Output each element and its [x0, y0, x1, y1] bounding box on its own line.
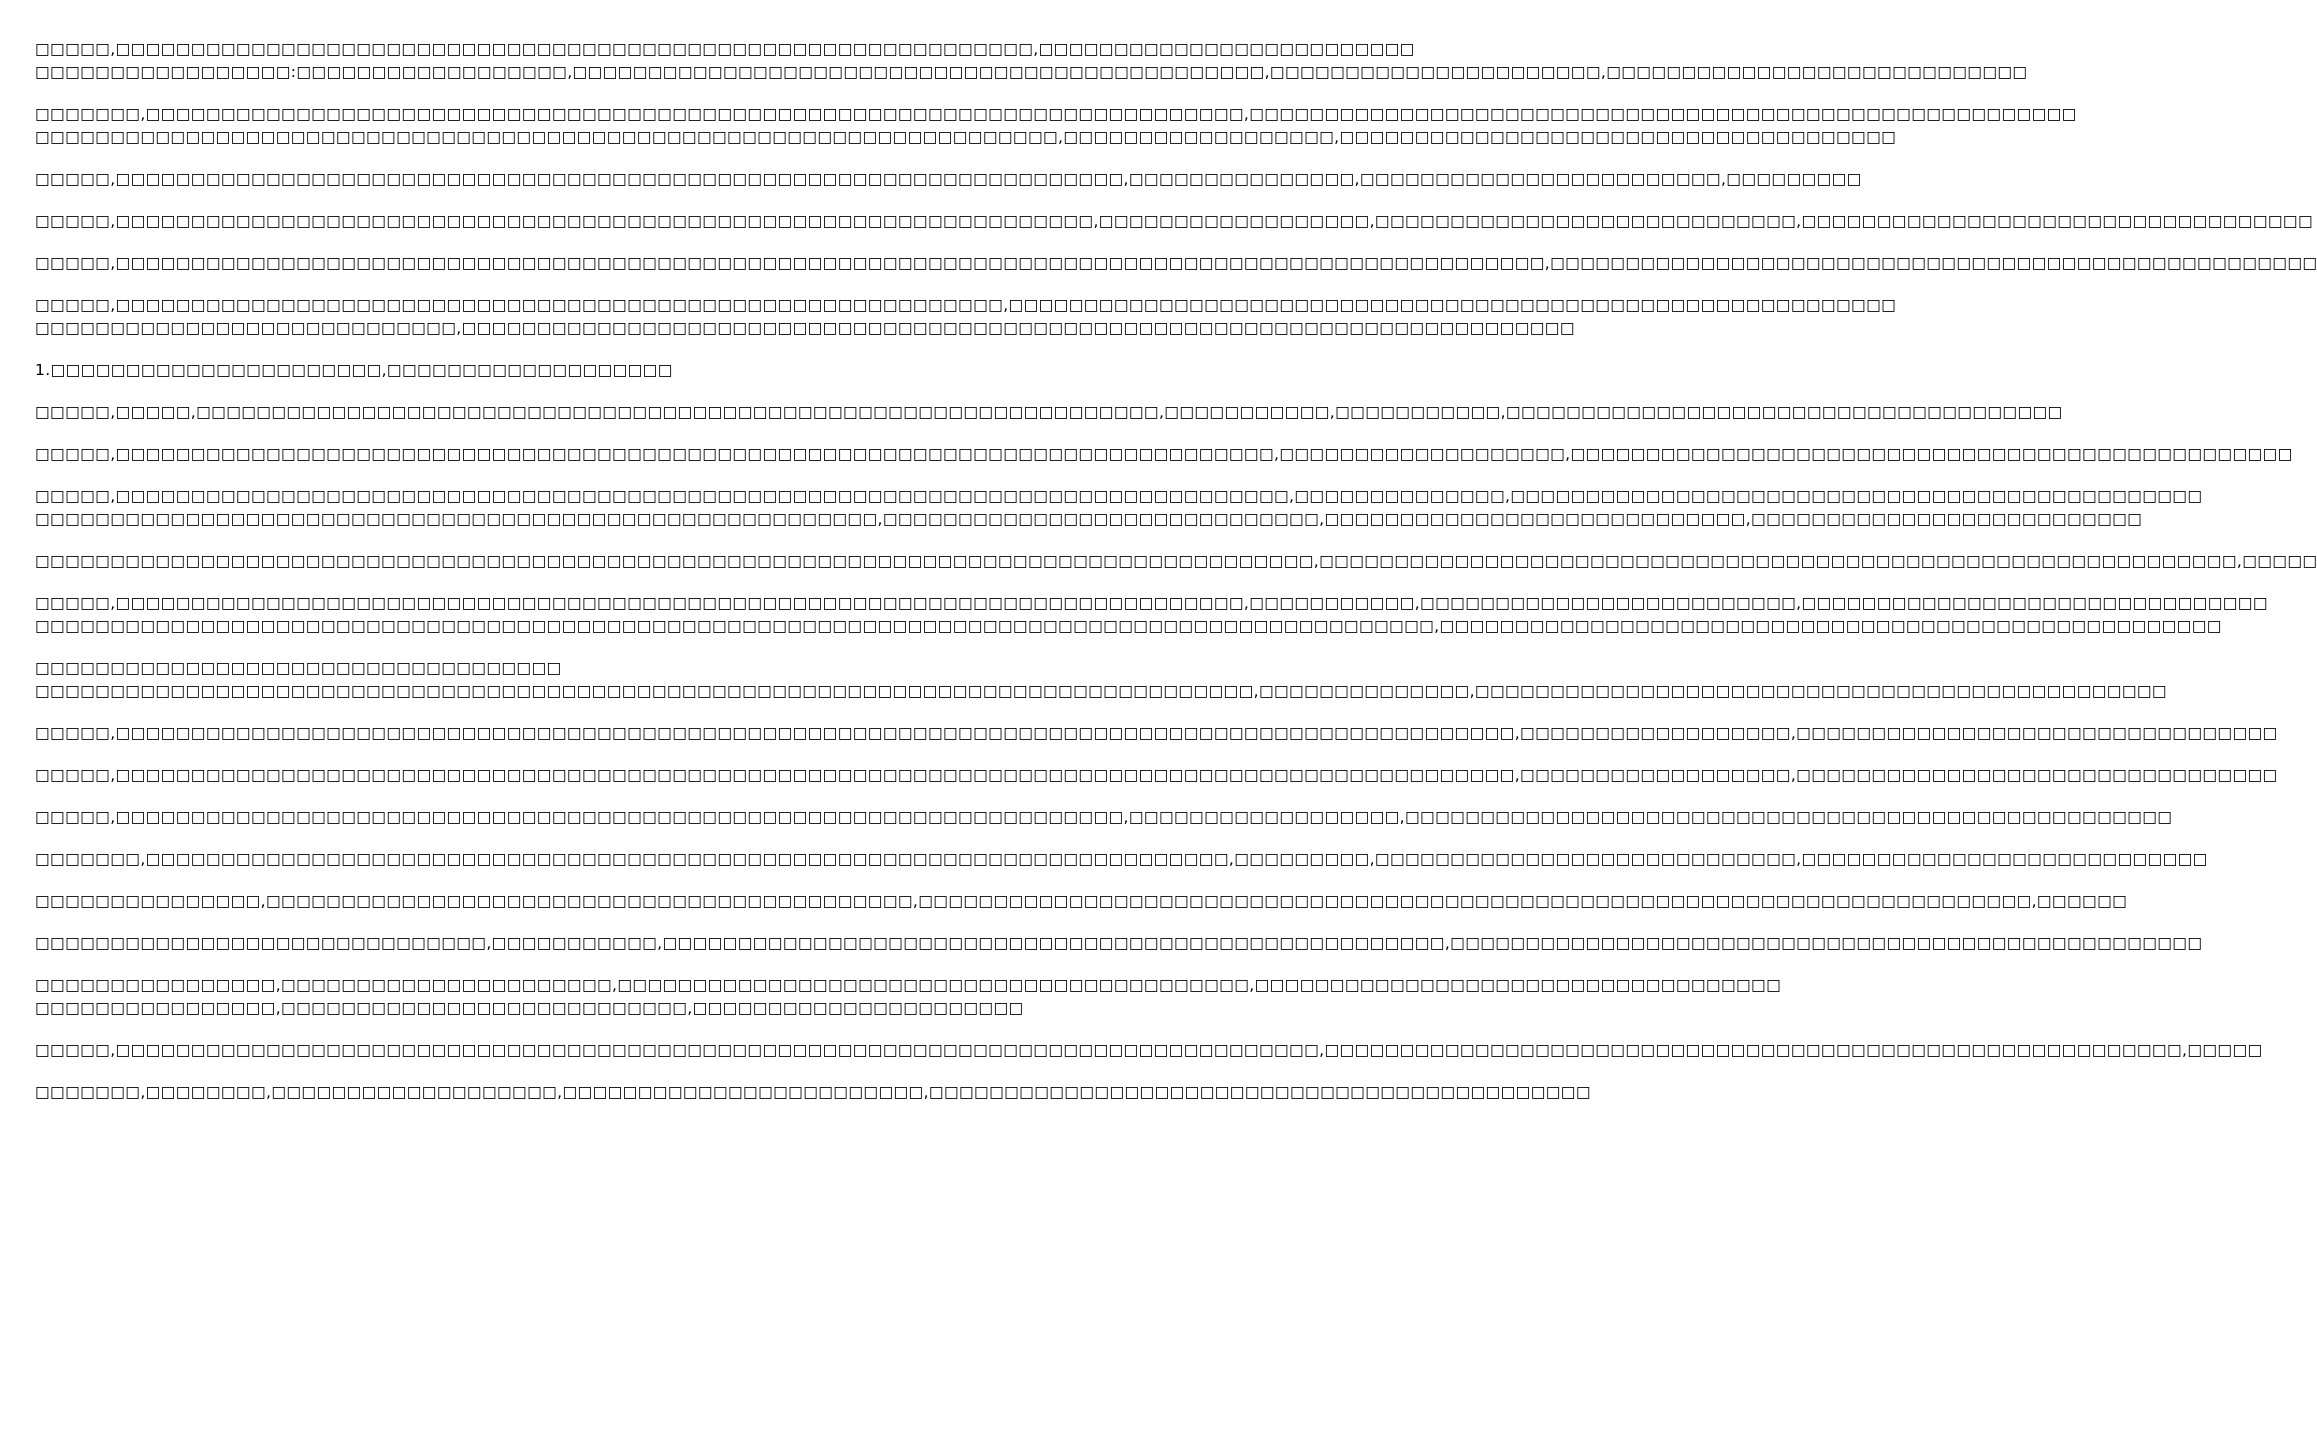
paragraph-line: □□□□□,□□□□□□□□□□□□□□□□□□□□□□□□□□□□□□□□□□□□□□□□□□□□□□□□□□□□□□□□□□□□□□□□□,□□□□□□□□□□□□□□□□□□,□□□□□□□□□□□□□□□□□□□□□□□□□□□□,□□□□□□□□□□□□□□□□□□□□□□□□□□□□□□□□□□: [35, 212, 2314, 230]
paragraph-line: □□□□□,□□□□□□□□□□□□□□□□□□□□□□□□□□□□□□□□□□□□□□□□□□□□□□□□□□□□□□□□□□□□□,□□□□□□□□□□□□□□□□□□□□□□□□□: [35, 40, 1415, 58]
paragraph: [35, 932, 2203, 955]
paragraph-line: □□□□□□□□□□□□□□□□□□□□□□□□□□□□□□□□□□□□□□□□□□□□□□□□□□□□□□□□,□□□□□□□□□□□□□□□□□□□□□□□□□□□□□,□□□□□□□□□□□□□□□□□□□□□□□□□□□□,□□□□□□□□□□□□□□□□□□□□□□□□□□: [35, 510, 2143, 528]
paragraph-line: □□□□□□□□□□□□□□□□□□□□□□□□□□□□□□□□□□□□□□□□□□□□□□□□□□□□□□□□□□□□□□□□□□□□□□□□□□□□□□□□□□□□□,□□□□□□□□□□□□□□□□□□□□□□□□□□□□□□□□□□□□□□□□□□□□□□□□□□□□□□□□□□□□□,□□□□□: [35, 552, 2317, 570]
section-heading: [35, 359, 989, 382]
paragraph-line: □□□□□,□□□□□□□□□□□□□□□□□□□□□□□□□□□□□□□□□□□□□□□□□□□□□□□□□□□□□□□□□□□□□□□□□□□□□□□□□□□□□□,□□□□□□□□□□□□□□,□□□□□□□□□□□□□□□□□□□□□□□□□□□□□□□□□□□□□□□□□□□□□□: [35, 487, 2203, 505]
paragraph-line: □□□□□,□□□□□□□□□□□□□□□□□□□□□□□□□□□□□□□□□□□□□□□□□□□□□□□□□□□□□□□□□□□□□□□□□□□□□□□□□□□□□□□□□□□□□□□□□□□□□□□,□□□□□□□□□□□□□□□□□□□□□□□□□□□□□□□□□□□□□□□□□□□□□□□□□□□: [35, 254, 2317, 272]
paragraph: [35, 806, 2173, 829]
paragraph-line: □□□□□,□□□□□□□□□□□□□□□□□□□□□□□□□□□□□□□□□□□□□□□□□□□□□□□□□□□□□□□□□□□□□□□□□□□□□□□□□□□□□,□□□□□□□□□□□□□□□□□□□,□□□□□□□□□□□□□□□□□□□□□□□□□□□□□□□□□□□□□□□□□□□□□□□□: [35, 445, 2293, 463]
paragraph: [35, 1081, 1591, 1104]
paragraph-line: □□□□□□□□□□□□□□□□□□□□□□□□□□□□□□□□□□□□□□□□□□□□□□□□□□□□□□□□□□□□□□□□□□□□,□□□□□□□□□□□□□□□□□□,□□□□□□□□□□□□□□□□□□□□□□□□□□□□□□□□□□□□□: [35, 128, 1897, 146]
document-body: [35, 38, 2317, 1123]
paragraph: [35, 592, 2268, 638]
paragraph: [35, 168, 1862, 191]
paragraph: [35, 443, 2293, 466]
paragraph-line: □□□□□□□□□□□□□□□,□□□□□□□□□□□□□□□□□□□□□□□□□□□□□□□□□□□□□□□□□□□,□□□□□□□□□□□□□□□□□□□□□□□□□□□□□□□□□□□□□□□□□□□□□□□□□□□□□□□□□□□□□□□□□□□□□□□□□□,□□□□□□: [35, 892, 2128, 910]
paragraph-line: □□□□□,□□□□□□□□□□□□□□□□□□□□□□□□□□□□□□□□□□□□□□□□□□□□□□□□□□□□□□□□□□□□□□□□□□□□□□□□□□□□□□□□□□□□□□□□□□□□□,□□□□□□□□□□□□□□□□□□,□□□□□□□□□□□□□□□□□□□□□□□□□□□□□□□□: [35, 724, 2278, 742]
paragraph-line: □□□□□□□□□□□□□□□□□□□□□□□□□□□□□□□□□□□□□□□□□□□□□□□□□□□□□□□□□□□□□□□□□□□□□□□□□□□□□□□□□,□□□□□□□□□□□□□□,□□□□□□□□□□□□□□□□□□□□□□□□□□□□□□□□□□□□□□□□□□□□□□: [35, 682, 2167, 700]
paragraph-line: 1.□□□□□□□□□□□□□□□□□□□□□□,□□□□□□□□□□□□□□□□□□□: [35, 361, 673, 379]
paragraph-line: □□□□□,□□□□□□□□□□□□□□□□□□□□□□□□□□□□□□□□□□□□□□□□□□□□□□□□□□□□□□□□□□□□□□□□□□□,□□□□□□□□□□□□□□□,□□□□□□□□□□□□□□□□□□□□□□□□,□□□□□□□□□: [35, 170, 1862, 188]
paragraph: [35, 485, 2203, 531]
paragraph-line: □□□□□□□,□□□□□□□□□□□□□□□□□□□□□□□□□□□□□□□□□□□□□□□□□□□□□□□□□□□□□□□□□□□□□□□□□□□□□□□□,□□□□□□□□□,□□□□□□□□□□□□□□□□□□□□□□□□□□□□,□□□□□□□□□□□□□□□□□□□□□□□□□□□: [35, 850, 2208, 868]
paragraph: [35, 764, 2278, 787]
paragraph-line: □□□□□,□□□□□□□□□□□□□□□□□□□□□□□□□□□□□□□□□□□□□□□□□□□□□□□□□□□□□□□□□□□□□□□□□□□□□□□□□□□□□□□□,□□□□□□□□□□□□□□□□□□□□□□□□□□□□□□□□□□□□□□□□□□□□□□□□□□□□□□□□□,□□□□□: [35, 1041, 2263, 1059]
paragraph-line: □□□□□□□,□□□□□□□□,□□□□□□□□□□□□□□□□□□□,□□□□□□□□□□□□□□□□□□□□□□□□,□□□□□□□□□□□□□□□□□□□□□□□□□□□□□□□□□□□□□□□□□□□□: [35, 1083, 1591, 1101]
paragraph: [35, 848, 2208, 871]
paragraph: [35, 722, 2278, 745]
paragraph: [35, 550, 2317, 573]
paragraph: [35, 103, 2077, 149]
paragraph-line: □□□□□,□□□□□□□□□□□□□□□□□□□□□□□□□□□□□□□□□□□□□□□□□□□□□□□□□□□□□□□□□□□□□□□□□□□□□□□□□□□,□□□□□□□□□□□,□□□□□□□□□□□□□□□□□□□□□□□□□,□□□□□□□□□□□□□□□□□□□□□□□□□□□□□□□: [35, 594, 2268, 612]
paragraph-line: □□□□□,□□□□□□□□□□□□□□□□□□□□□□□□□□□□□□□□□□□□□□□□□□□□□□□□□□□□□□□□□□□□□□□□□□□□□□□□□□□□□□□□□□□□□□□□□□□□□,□□□□□□□□□□□□□□□□□□,□□□□□□□□□□□□□□□□□□□□□□□□□□□□□□□□: [35, 766, 2278, 784]
paragraph: [35, 890, 2128, 913]
paragraph-line: □□□□□□□□□□□□□□□□□:□□□□□□□□□□□□□□□□□□,□□□□□□□□□□□□□□□□□□□□□□□□□□□□□□□□□□□□□□□□□□□□□□,□□□□□□□□□□□□□□□□□□□□□□,□□□□□□□□□□□□□□□□□□□□□□□□□□□□: [35, 63, 2028, 81]
paragraph-line: □□□□□□□□□□□□□□□□□□□□□□□□□□□□□□□□□□□□□□□□□□□□□□□□□□□□□□□□□□□□□□□□□□□□□□□□□□□□□□□□□□□□□□□□□□□□□,□□□□□□□□□□□□□□□□□□□□□□□□□□□□□□□□□□□□□□□□□□□□□□□□□□□□: [35, 617, 2222, 635]
paragraph-line: □□□□□,□□□□□□□□□□□□□□□□□□□□□□□□□□□□□□□□□□□□□□□□□□□□□□□□□□□□□□□□□□□,□□□□□□□□□□□□□□□□□□□□□□□□□□□□□□□□□□□□□□□□□□□□□□□□□□□□□□□□□□□: [35, 296, 1897, 314]
paragraph-line: □□□□□□□□□□□□□□□□□□□□□□□□□□□□□□□□□□□: [35, 659, 562, 677]
paragraph-line: □□□□□□□□□□□□□□□□,□□□□□□□□□□□□□□□□□□□□□□,□□□□□□□□□□□□□□□□□□□□□□□□□□□□□□□□□□□□□□□□□□,□□□□□□□□□□□□□□□□□□□□□□□□□□□□□□□□□□□: [35, 976, 1782, 994]
paragraph-line: □□□□□□□□□□□□□□□□,□□□□□□□□□□□□□□□□□□□□□□□□□□□,□□□□□□□□□□□□□□□□□□□□□□: [35, 999, 1024, 1017]
paragraph: [35, 657, 2167, 703]
paragraph: [35, 974, 1782, 1020]
paragraph: [35, 252, 2317, 275]
paragraph: [35, 294, 1897, 340]
paragraph-line: □□□□□,□□□□□,□□□□□□□□□□□□□□□□□□□□□□□□□□□□□□□□□□□□□□□□□□□□□□□□□□□□□□□□□□□□□□□□,□□□□□□□□□□□,□□□□□□□□□□□,□□□□□□□□□□□□□□□□□□□□□□□□□□□□□□□□□□□□□: [35, 403, 2063, 421]
paragraph: [35, 210, 2314, 233]
paragraph: [35, 38, 2028, 84]
paragraph: [35, 401, 2063, 424]
paragraph-line: □□□□□□□□□□□□□□□□□□□□□□□□□□□□,□□□□□□□□□□□□□□□□□□□□□□□□□□□□□□□□□□□□□□□□□□□□□□□□□□□□□□□□□□□□□□□□□□□□□□□□□□: [35, 319, 1575, 337]
paragraph: [35, 1039, 2263, 1062]
paragraph-line: □□□□□□□,□□□□□□□□□□□□□□□□□□□□□□□□□□□□□□□□□□□□□□□□□□□□□□□□□□□□□□□□□□□□□□□□□□□□□□□□□,□□□□□□□□□□□□□□□□□□□□□□□□□□□□□□□□□□□□□□□□□□□□□□□□□□□□□□□: [35, 105, 2077, 123]
paragraph-line: □□□□□□□□□□□□□□□□□□□□□□□□□□□□□□,□□□□□□□□□□□,□□□□□□□□□□□□□□□□□□□□□□□□□□□□□□□□□□□□□□□□□□□□□□□□□□□□,□□□□□□□□□□□□□□□□□□□□□□□□□□□□□□□□□□□□□□□□□□□□□□□□□□: [35, 934, 2203, 952]
paragraph-line: □□□□□,□□□□□□□□□□□□□□□□□□□□□□□□□□□□□□□□□□□□□□□□□□□□□□□□□□□□□□□□□□□□□□□□□□□,□□□□□□□□□□□□□□□□□□,□□□□□□□□□□□□□□□□□□□□□□□□□□□□□□□□□□□□□□□□□□□□□□□□□□□: [35, 808, 2173, 826]
